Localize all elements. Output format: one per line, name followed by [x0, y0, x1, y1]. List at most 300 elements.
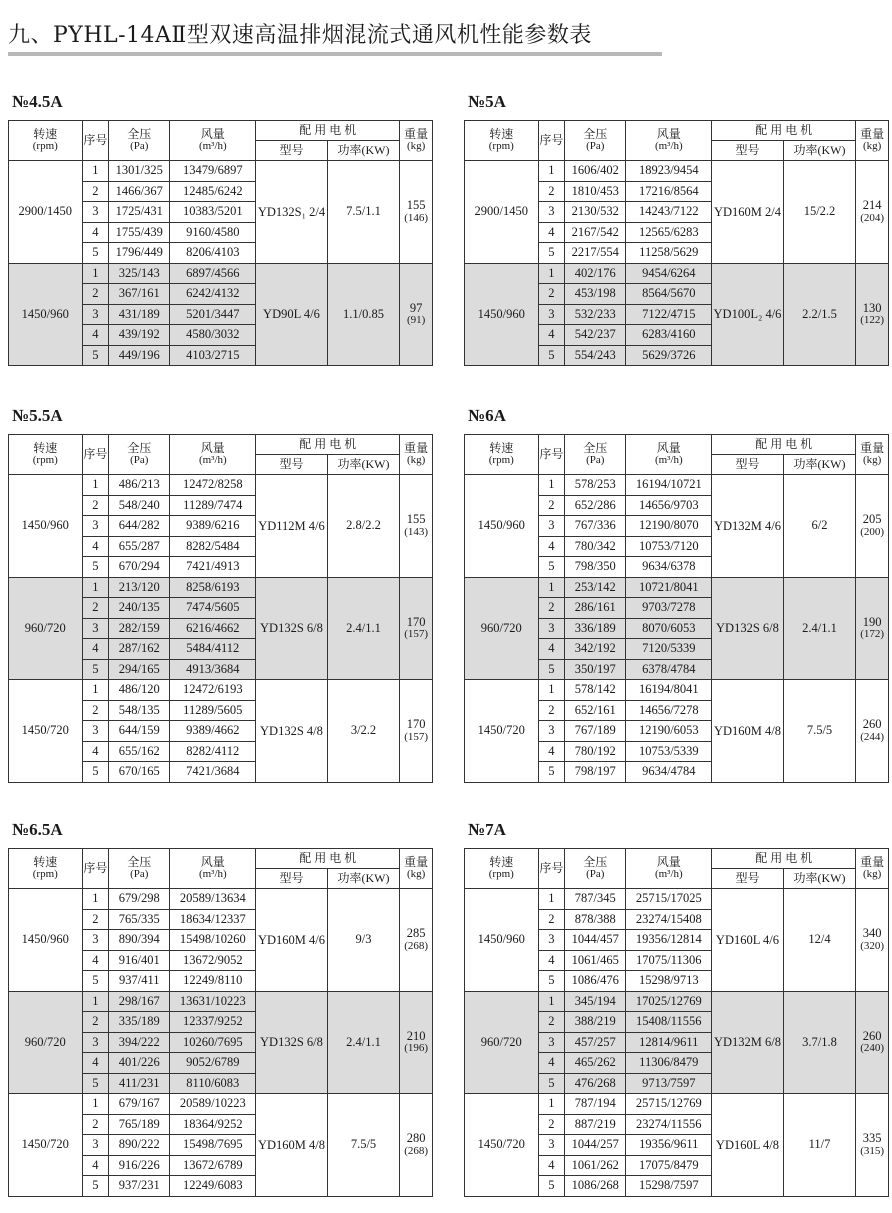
header-flow — [626, 435, 712, 475]
seq-cell: 1 — [538, 577, 565, 598]
weight-cell — [856, 263, 889, 366]
header-motor: 配 用 电 机 — [712, 849, 856, 869]
header-weight-unit: (kg) — [862, 868, 882, 881]
weight-cell — [400, 577, 433, 680]
flow-cell: 9389/4662 — [170, 721, 256, 742]
table-header — [465, 121, 889, 161]
seq-cell: 3 — [82, 1135, 109, 1156]
flow-cell: 9634/4784 — [626, 762, 712, 783]
seq-cell: 3 — [82, 202, 109, 223]
motor-power-cell: 12/4 — [783, 889, 856, 992]
weight-value-alt: (240) — [860, 1042, 885, 1055]
seq-cell: 2 — [82, 700, 109, 721]
flow-cell: 10260/7695 — [170, 1032, 256, 1053]
weight-cell — [856, 161, 889, 264]
pressure-cell: 1796/449 — [109, 243, 170, 264]
seq-cell: 1 — [82, 161, 109, 182]
header-flow — [626, 849, 712, 889]
pressure-cell: 548/240 — [109, 495, 170, 516]
header-flow — [170, 849, 256, 889]
pressure-cell: 887/219 — [565, 1114, 626, 1135]
seq-cell: 5 — [82, 345, 109, 366]
speed-cell: 960/720 — [465, 991, 539, 1094]
motor-power-cell: 7.5/5 — [327, 1094, 400, 1197]
motor-power-cell: 9/3 — [327, 889, 400, 992]
pressure-cell: 298/167 — [109, 991, 170, 1012]
weight-value-alt: (200) — [860, 525, 885, 538]
speed-cell: 960/720 — [9, 577, 83, 680]
weight-value: 210 — [406, 1028, 426, 1043]
header-flow-label: 风量 — [656, 127, 681, 142]
header-weight-label: 重量 — [860, 127, 885, 142]
seq-cell: 2 — [82, 495, 109, 516]
pressure-cell: 937/231 — [109, 1176, 170, 1197]
header-flow — [626, 121, 712, 161]
motor-model-cell: YD90L 4/6 — [256, 263, 328, 366]
pressure-cell: 1086/268 — [565, 1176, 626, 1197]
header-row — [465, 435, 889, 455]
pressure-cell: 890/222 — [109, 1135, 170, 1156]
pressure-cell: 2167/542 — [565, 222, 626, 243]
seq-cell: 3 — [538, 1135, 565, 1156]
seq-cell: 1 — [82, 680, 109, 701]
pressure-cell: 767/189 — [565, 721, 626, 742]
model-label: №5.5A — [12, 406, 63, 425]
pressure-cell: 282/159 — [109, 618, 170, 639]
flow-cell: 11289/5605 — [170, 700, 256, 721]
header-flow-unit: (m³/h) — [198, 868, 227, 881]
motor-power-cell: 7.5/5 — [783, 680, 856, 783]
seq-cell: 4 — [538, 1155, 565, 1176]
performance-table — [464, 120, 889, 366]
flow-cell: 11289/7474 — [170, 495, 256, 516]
weight-cell — [400, 991, 433, 1094]
flow-cell: 8070/6053 — [626, 618, 712, 639]
weight-value: 190 — [862, 614, 882, 629]
seq-cell: 1 — [538, 991, 565, 1012]
speed-cell: 2900/1450 — [9, 161, 83, 264]
weight-value: 170 — [406, 717, 426, 732]
flow-cell: 19356/9611 — [626, 1135, 712, 1156]
header-weight-label: 重量 — [860, 441, 885, 456]
flow-cell: 17025/12769 — [626, 991, 712, 1012]
pressure-cell: 253/142 — [565, 577, 626, 598]
pressure-cell: 532/233 — [565, 304, 626, 325]
flow-cell: 18634/12337 — [170, 909, 256, 930]
motor-power-cell: 2.4/1.1 — [327, 991, 400, 1094]
table-row — [9, 577, 433, 598]
seq-cell: 4 — [538, 1053, 565, 1074]
pressure-cell: 453/198 — [565, 284, 626, 305]
table-header — [9, 849, 433, 889]
header-weight — [856, 849, 889, 889]
flow-cell: 7474/5605 — [170, 598, 256, 619]
pressure-cell: 1301/325 — [109, 161, 170, 182]
motor-model-cell: YD160M 2/4 — [712, 161, 784, 264]
pressure-cell: 240/135 — [109, 598, 170, 619]
seq-cell: 3 — [538, 1032, 565, 1053]
seq-cell: 5 — [82, 243, 109, 264]
seq-cell: 4 — [82, 639, 109, 660]
flow-cell: 9052/6789 — [170, 1053, 256, 1074]
seq-cell: 2 — [538, 700, 565, 721]
weight-value: 205 — [862, 512, 882, 527]
header-flow-label: 风量 — [656, 441, 681, 456]
seq-cell: 3 — [82, 1032, 109, 1053]
performance-table — [464, 434, 889, 783]
header-pressure-label: 全压 — [583, 441, 608, 456]
pressure-cell: 670/165 — [109, 762, 170, 783]
header-speed — [465, 435, 539, 475]
weight-value-alt: (122) — [860, 314, 885, 327]
flow-cell: 8564/5670 — [626, 284, 712, 305]
table-row — [465, 475, 889, 496]
header-weight — [400, 121, 433, 161]
seq-cell: 4 — [538, 741, 565, 762]
motor-model-cell: YD132S 6/8 — [256, 991, 328, 1094]
flow-cell: 17075/8479 — [626, 1155, 712, 1176]
header-weight — [856, 435, 889, 475]
header-pressure-label: 全压 — [583, 127, 608, 142]
speed-cell: 1450/960 — [465, 889, 539, 992]
seq-cell: 4 — [538, 950, 565, 971]
header-motor-power: 功率(KW) — [327, 455, 400, 475]
flow-cell: 18364/9252 — [170, 1114, 256, 1135]
seq-cell: 2 — [82, 284, 109, 305]
flow-cell: 15298/7597 — [626, 1176, 712, 1197]
flow-cell: 4580/3032 — [170, 325, 256, 346]
header-motor-model: 型号 — [256, 869, 328, 889]
header-speed-unit: (rpm) — [488, 868, 514, 881]
header-motor-power: 功率(KW) — [327, 141, 400, 161]
table-row — [9, 161, 433, 182]
flow-cell: 7421/3684 — [170, 762, 256, 783]
motor-power-cell: 6/2 — [783, 475, 856, 578]
header-flow-unit: (m³/h) — [198, 140, 227, 153]
header-pressure — [109, 121, 170, 161]
seq-cell: 1 — [538, 680, 565, 701]
speed-cell: 1450/720 — [9, 680, 83, 783]
flow-cell: 10753/7120 — [626, 536, 712, 557]
performance-table — [8, 434, 433, 783]
flow-cell: 11258/5629 — [626, 243, 712, 264]
flow-cell: 4103/2715 — [170, 345, 256, 366]
header-pressure — [565, 121, 626, 161]
header-speed-label: 转速 — [33, 127, 58, 142]
header-motor-model: 型号 — [712, 869, 784, 889]
header-flow-label: 风量 — [200, 441, 225, 456]
seq-cell: 3 — [538, 721, 565, 742]
pressure-cell: 548/135 — [109, 700, 170, 721]
pressure-cell: 679/298 — [109, 889, 170, 910]
pressure-cell: 554/243 — [565, 345, 626, 366]
pressure-cell: 578/142 — [565, 680, 626, 701]
header-pressure — [565, 849, 626, 889]
header-motor-model: 型号 — [712, 455, 784, 475]
seq-cell: 5 — [538, 1073, 565, 1094]
header-speed — [9, 849, 83, 889]
flow-cell: 8282/4112 — [170, 741, 256, 762]
model-label: №4.5A — [12, 92, 63, 111]
seq-cell: 4 — [82, 1155, 109, 1176]
weight-value: 280 — [406, 1131, 426, 1146]
weight-value-alt: (315) — [860, 1144, 885, 1157]
pressure-cell: 652/161 — [565, 700, 626, 721]
flow-cell: 12472/8258 — [170, 475, 256, 496]
seq-cell: 2 — [82, 909, 109, 930]
header-pressure-label: 全压 — [127, 127, 152, 142]
seq-cell: 1 — [538, 161, 565, 182]
pressure-cell: 486/120 — [109, 680, 170, 701]
pressure-cell: 1044/257 — [565, 1135, 626, 1156]
pressure-cell: 644/159 — [109, 721, 170, 742]
pressure-cell: 401/226 — [109, 1053, 170, 1074]
header-motor: 配 用 电 机 — [256, 435, 400, 455]
seq-cell: 3 — [538, 618, 565, 639]
seq-cell: 5 — [82, 971, 109, 992]
flow-cell: 16194/10721 — [626, 475, 712, 496]
weight-value: 130 — [862, 300, 882, 315]
pressure-cell: 486/213 — [109, 475, 170, 496]
motor-power-cell: 3/2.2 — [327, 680, 400, 783]
flow-cell: 5629/3726 — [626, 345, 712, 366]
flow-cell: 25715/12769 — [626, 1094, 712, 1115]
pressure-cell: 578/253 — [565, 475, 626, 496]
table-row — [9, 680, 433, 701]
header-seq: 序号 — [82, 435, 109, 475]
header-seq: 序号 — [82, 121, 109, 161]
motor-power-cell: 7.5/1.1 — [327, 161, 400, 264]
pressure-cell: 345/194 — [565, 991, 626, 1012]
seq-cell: 4 — [82, 950, 109, 971]
header-weight-unit: (kg) — [406, 140, 426, 153]
weight-value-alt: (172) — [860, 628, 885, 641]
flow-cell: 4913/3684 — [170, 659, 256, 680]
flow-cell: 15498/10260 — [170, 930, 256, 951]
pressure-cell: 798/350 — [565, 557, 626, 578]
header-weight — [856, 121, 889, 161]
seq-cell: 2 — [538, 598, 565, 619]
header-speed-label: 转速 — [489, 441, 514, 456]
pressure-cell: 890/394 — [109, 930, 170, 951]
seq-cell: 5 — [538, 971, 565, 992]
seq-cell: 1 — [82, 263, 109, 284]
model-label: №6A — [468, 406, 506, 425]
pressure-cell: 798/197 — [565, 762, 626, 783]
header-weight-unit: (kg) — [406, 868, 426, 881]
speed-cell: 2900/1450 — [465, 161, 539, 264]
pressure-cell: 1725/431 — [109, 202, 170, 223]
weight-value-alt: (157) — [404, 628, 429, 641]
weight-cell — [856, 577, 889, 680]
table-row — [465, 991, 889, 1012]
flow-cell: 17216/8564 — [626, 181, 712, 202]
pressure-cell: 1466/367 — [109, 181, 170, 202]
weight-cell — [400, 1094, 433, 1197]
table-body — [465, 161, 889, 366]
pressure-cell: 411/231 — [109, 1073, 170, 1094]
flow-cell: 9454/6264 — [626, 263, 712, 284]
motor-model-cell: YD100L₂ 4/6 — [712, 263, 784, 366]
flow-cell: 6216/4662 — [170, 618, 256, 639]
flow-cell: 10383/5201 — [170, 202, 256, 223]
header-speed — [465, 121, 539, 161]
header-flow-unit: (m³/h) — [198, 454, 227, 467]
speed-cell: 1450/720 — [9, 1094, 83, 1197]
speed-cell: 1450/960 — [9, 475, 83, 578]
weight-value: 170 — [406, 614, 426, 629]
seq-cell: 4 — [82, 222, 109, 243]
seq-cell: 5 — [82, 1073, 109, 1094]
seq-cell: 4 — [82, 1053, 109, 1074]
motor-model-cell: YD132S 4/8 — [256, 680, 328, 783]
header-row — [465, 849, 889, 869]
seq-cell: 2 — [538, 181, 565, 202]
motor-power-cell: 1.1/0.85 — [327, 263, 400, 366]
flow-cell: 14656/7278 — [626, 700, 712, 721]
weight-value-alt: (268) — [404, 1144, 429, 1157]
header-pressure-unit: (Pa) — [586, 454, 605, 467]
seq-cell: 3 — [538, 202, 565, 223]
page-title: 九、PYHL-14AⅡ型双速高温排烟混流式通风机性能参数表 — [8, 23, 592, 48]
header-speed-unit: (rpm) — [488, 454, 514, 467]
header-seq: 序号 — [538, 849, 565, 889]
header-seq: 序号 — [538, 435, 565, 475]
weight-cell — [400, 680, 433, 783]
flow-cell: 15408/11556 — [626, 1012, 712, 1033]
header-flow-unit: (m³/h) — [654, 454, 683, 467]
flow-cell: 12485/6242 — [170, 181, 256, 202]
table-body — [9, 475, 433, 783]
seq-cell: 4 — [538, 536, 565, 557]
header-weight-unit: (kg) — [862, 454, 882, 467]
flow-cell: 25715/17025 — [626, 889, 712, 910]
header-pressure-unit: (Pa) — [586, 140, 605, 153]
pressure-cell: 2217/554 — [565, 243, 626, 264]
performance-table — [8, 848, 433, 1197]
header-flow-label: 风量 — [200, 855, 225, 870]
seq-cell: 2 — [538, 284, 565, 305]
header-speed-unit: (rpm) — [488, 140, 514, 153]
weight-cell — [856, 991, 889, 1094]
motor-model-cell: YD160L 4/6 — [712, 889, 784, 992]
speed-cell: 1450/720 — [465, 1094, 539, 1197]
header-flow — [170, 121, 256, 161]
weight-cell — [856, 1094, 889, 1197]
seq-cell: 5 — [538, 659, 565, 680]
header-pressure-unit: (Pa) — [586, 868, 605, 881]
weight-value: 340 — [862, 926, 882, 941]
pressure-cell: 765/335 — [109, 909, 170, 930]
weight-value: 260 — [862, 717, 882, 732]
flow-cell: 20589/13634 — [170, 889, 256, 910]
flow-cell: 11306/8479 — [626, 1053, 712, 1074]
motor-power-cell: 11/7 — [783, 1094, 856, 1197]
flow-cell: 17075/11306 — [626, 950, 712, 971]
motor-power-cell: 3.7/1.8 — [783, 991, 856, 1094]
header-row — [9, 849, 433, 869]
header-pressure-unit: (Pa) — [130, 140, 149, 153]
flow-cell: 6378/4784 — [626, 659, 712, 680]
seq-cell: 2 — [538, 1114, 565, 1135]
pressure-cell: 765/189 — [109, 1114, 170, 1135]
header-motor-model: 型号 — [712, 141, 784, 161]
weight-value-alt: (196) — [404, 1042, 429, 1055]
flow-cell: 5201/3447 — [170, 304, 256, 325]
pressure-cell: 787/194 — [565, 1094, 626, 1115]
table-header — [9, 435, 433, 475]
weight-cell — [400, 889, 433, 992]
seq-cell: 2 — [82, 181, 109, 202]
pressure-cell: 465/262 — [565, 1053, 626, 1074]
seq-cell: 2 — [538, 1012, 565, 1033]
header-flow-unit: (m³/h) — [654, 140, 683, 153]
flow-cell: 23274/11556 — [626, 1114, 712, 1135]
speed-cell: 1450/960 — [465, 475, 539, 578]
flow-cell: 5484/4112 — [170, 639, 256, 660]
header-motor-power: 功率(KW) — [783, 455, 856, 475]
seq-cell: 5 — [82, 1176, 109, 1197]
table-header — [465, 435, 889, 475]
speed-cell: 960/720 — [465, 577, 539, 680]
header-weight-label: 重量 — [404, 127, 429, 142]
flow-cell: 12249/8110 — [170, 971, 256, 992]
performance-table — [464, 848, 889, 1197]
header-row — [465, 121, 889, 141]
pressure-cell: 342/192 — [565, 639, 626, 660]
motor-power-cell: 2.4/1.1 — [327, 577, 400, 680]
seq-cell: 4 — [82, 741, 109, 762]
pressure-cell: 916/401 — [109, 950, 170, 971]
pressure-cell: 937/411 — [109, 971, 170, 992]
motor-power-cell: 2.8/2.2 — [327, 475, 400, 578]
motor-power-cell: 2.2/1.5 — [783, 263, 856, 366]
speed-cell: 1450/960 — [465, 263, 539, 366]
flow-cell: 8258/6193 — [170, 577, 256, 598]
motor-model-cell: YD132S 6/8 — [712, 577, 784, 680]
flow-cell: 9703/7278 — [626, 598, 712, 619]
seq-cell: 4 — [82, 536, 109, 557]
table-row — [465, 161, 889, 182]
seq-cell: 1 — [82, 577, 109, 598]
pressure-cell: 476/268 — [565, 1073, 626, 1094]
header-speed-label: 转速 — [33, 441, 58, 456]
performance-table — [8, 120, 433, 366]
pressure-cell: 652/286 — [565, 495, 626, 516]
header-pressure-unit: (Pa) — [130, 868, 149, 881]
table-row — [9, 1094, 433, 1115]
weight-value-alt: (157) — [404, 730, 429, 743]
pressure-cell: 350/197 — [565, 659, 626, 680]
seq-cell: 3 — [82, 930, 109, 951]
header-flow-label: 风量 — [656, 855, 681, 870]
pressure-cell: 780/342 — [565, 536, 626, 557]
pressure-cell: 431/189 — [109, 304, 170, 325]
pressure-cell: 1810/453 — [565, 181, 626, 202]
seq-cell: 5 — [538, 243, 565, 264]
table-row — [465, 263, 889, 284]
seq-cell: 2 — [82, 598, 109, 619]
header-flow-label: 风量 — [200, 127, 225, 142]
weight-cell — [400, 263, 433, 366]
seq-cell: 1 — [538, 475, 565, 496]
pressure-cell: 286/161 — [565, 598, 626, 619]
flow-cell: 15498/7695 — [170, 1135, 256, 1156]
header-speed — [465, 849, 539, 889]
table-row — [465, 889, 889, 910]
table-row — [465, 680, 889, 701]
header-speed-unit: (rpm) — [32, 868, 58, 881]
